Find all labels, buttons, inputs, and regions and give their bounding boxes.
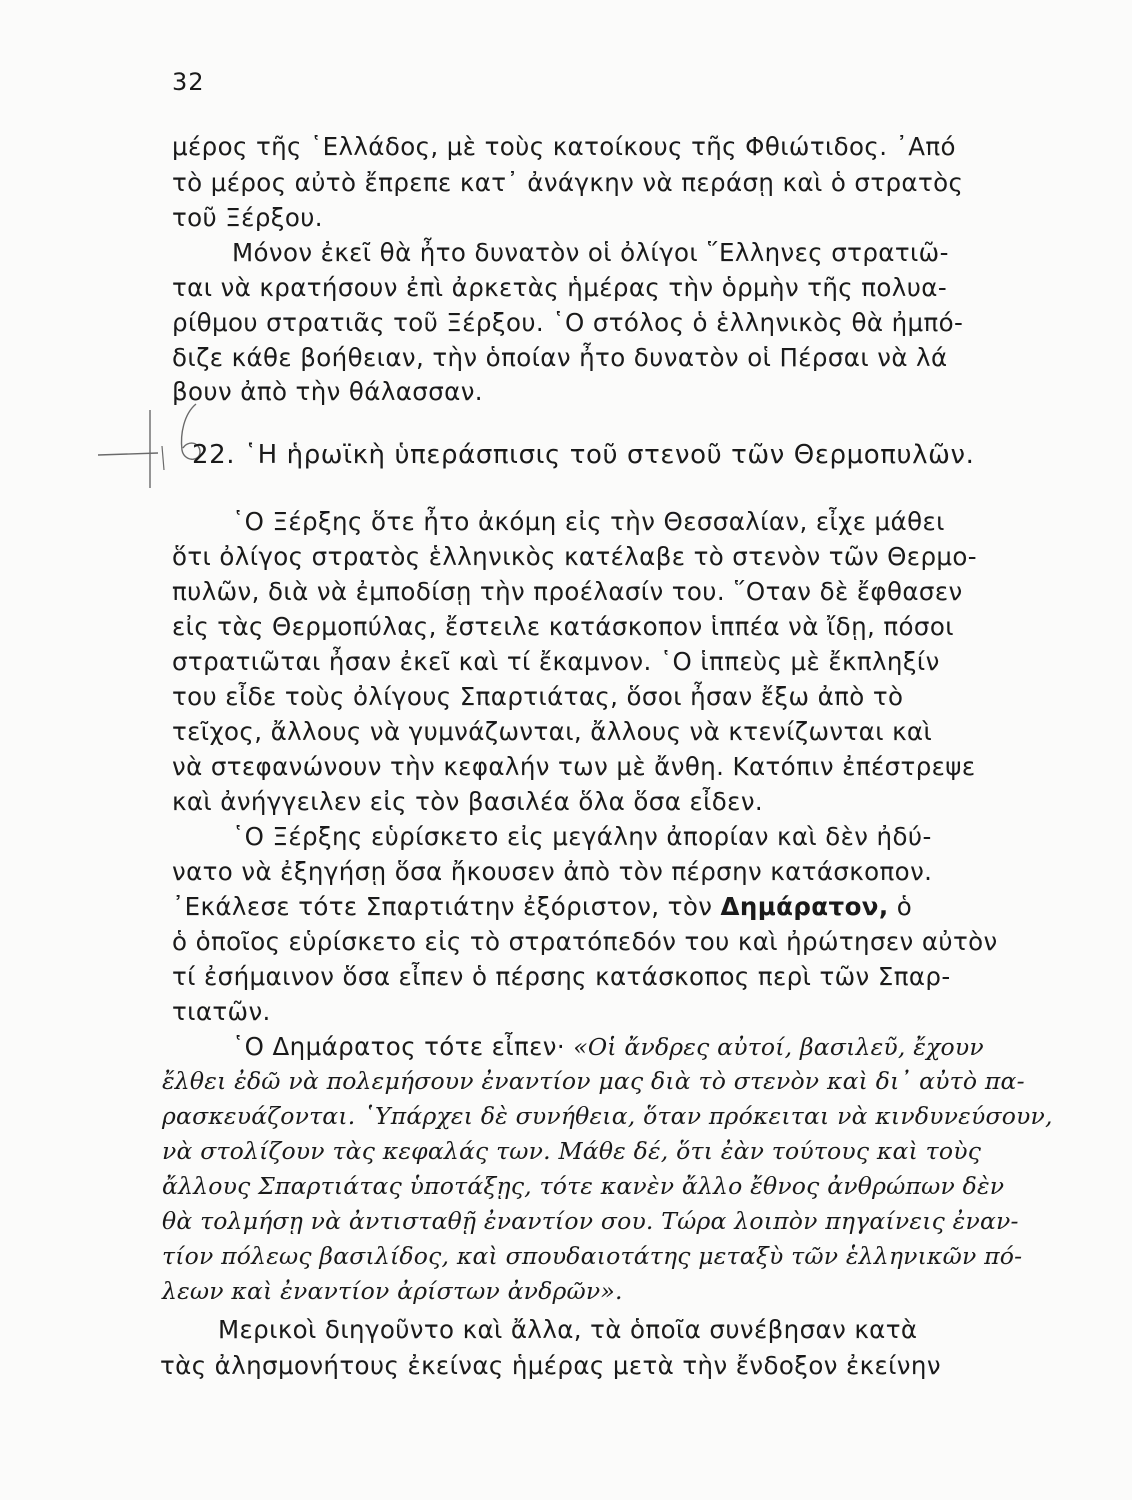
text-line: νατο νὰ ἐξηγήσῃ ὅσα ἤκουσεν ἀπὸ τὸν πέρσην κατάσκοπον.	[172, 857, 933, 886]
text-line: στρατιῶται ἦσαν ἐκεῖ καὶ τί ἔκαμνον. ῾Ο ἱππεὺς μὲ ἔκπληξίν	[172, 647, 940, 676]
text-line: καὶ ἀνήγγειλεν εἰς τὸν βασιλέα ὅλα ὅσα εἶδεν.	[172, 787, 764, 816]
text-line-with-name	[172, 892, 912, 921]
text-segment: ὁ	[888, 892, 913, 921]
quote-line: ἔλθει ἐδῶ νὰ πολεμήσουν ἐναντίον μας διὰ τὸ στενὸν καὶ δι᾿ αὐτὸ πα-	[162, 1067, 1025, 1095]
text-line: Μόνον ἐκεῖ θὰ ἦτο δυνατὸν οἱ ὀλίγοι ῞Ελληνες στρατιῶ-	[232, 238, 949, 267]
quote-line: λεων καὶ ἐναντίον ἀρίστων ἀνδρῶν».	[162, 1277, 623, 1305]
quote-line: ρασκευάζονται. ῾Υπάρχει δὲ συνήθεια, ὅταν πρόκειται νὰ κινδυνεύσουν,	[162, 1102, 1053, 1130]
text-segment: ᾿Εκάλεσε τότε Σπαρτιάτην ἐξόριστον, τὸν	[172, 892, 721, 921]
text-line: εἰς τὰς Θερμοπύλας, ἔστειλε κατάσκοπον ἱππέα νὰ ἴδῃ, πόσοι	[172, 612, 954, 641]
quote-line: τίον πόλεως βασιλίδος, καὶ σπουδαιοτάτης μεταξὺ τῶν ἑλληνικῶν πό-	[162, 1242, 1023, 1270]
text-line: τὸ μέρος αὐτὸ ἔπρεπε κατ᾿ ἀνάγκην νὰ περάσῃ καὶ ὁ στρατὸς	[172, 168, 964, 197]
text-line: διζε κάθε βοήθειαν, τὴν ὁποίαν ἦτο δυνατὸν οἱ Πέρσαι νὰ λά	[172, 343, 948, 372]
quote-line: νὰ στολίζουν τὰς κεφαλάς των. Μάθε δέ, ὅτι ἐὰν τούτους καὶ τοὺς	[162, 1137, 982, 1165]
text-line: τοῦ Ξέρξου.	[172, 203, 323, 232]
text-segment: ῾Ο Δημάρατος τότε εἶπεν·	[232, 1032, 574, 1061]
text-line: βουν ἀπὸ τὴν θάλασσαν.	[172, 377, 483, 406]
text-line: πυλῶν, διὰ νὰ ἐμποδίσῃ τὴν προέλασίν του. ῞Οταν δὲ ἔφθασεν	[172, 577, 963, 606]
text-line: τί ἐσήμαινον ὅσα εἶπεν ὁ πέρσης κατάσκοπος περὶ τῶν Σπαρ-	[172, 962, 951, 991]
quote-line: θὰ τολμήσῃ νὰ ἀντισταθῇ ἐναντίον σου. Τώρα λοιπὸν πηγαίνεις ἐναν-	[162, 1207, 1019, 1235]
section-heading: 22. ῾Η ἡρωϊκὴ ὑπεράσπισις τοῦ στενοῦ τῶν Θερμοπυλῶν.	[192, 440, 975, 470]
text-line: Μερικοὶ διηγοῦντο καὶ ἄλλα, τὰ ὁποῖα συνέβησαν κατὰ	[218, 1315, 918, 1344]
quote-line: ἄλλους Σπαρτιάτας ὑποτάξῃς, τότε κανὲν ἄλλο ἔθνος ἀνθρώπων δὲν	[162, 1172, 1005, 1200]
text-line: ται νὰ κρατήσουν ἐπὶ ἀρκετὰς ἡμέρας τὴν ὁρμὴν τῆς πολυα-	[172, 273, 948, 302]
text-line: μέρος τῆς ῾Ελλάδος, μὲ τοὺς κατοίκους τῆς Φθιώτιδος. ᾿Από	[172, 132, 956, 161]
pencil-mark-icon	[88, 400, 208, 500]
text-line: νὰ στεφανώνουν τὴν κεφαλήν των μὲ ἄνθη. Κατόπιν ἐπέστρεψε	[172, 752, 976, 781]
page-number: 32	[172, 68, 205, 96]
text-line: ῾Ο Ξέρξης ὅτε ἦτο ἀκόμη εἰς τὴν Θεσσαλίαν, εἶχε μάθει	[232, 507, 945, 536]
bold-name: Δημάρατον,	[720, 892, 889, 921]
text-line: ῾Ο Ξέρξης εὑρίσκετο εἰς μεγάλην ἀπορίαν καὶ δὲν ἠδύ-	[232, 822, 932, 851]
text-line: του εἶδε τοὺς ὀλίγους Σπαρτιάτας, ὅσοι ἦσαν ἔξω ἀπὸ τὸ	[172, 682, 904, 711]
text-line: τεῖχος, ἄλλους νὰ γυμνάζωνται, ἄλλους νὰ κτενίζωνται καὶ	[172, 717, 933, 746]
text-line: τιατῶν.	[172, 997, 271, 1026]
text-line-quote-start	[232, 1032, 984, 1061]
text-line: ὅτι ὀλίγος στρατὸς ἑλληνικὸς κατέλαβε τὸ στενὸν τῶν Θερμο-	[172, 542, 978, 571]
text-line: ρίθμου στρατιᾶς τοῦ Ξέρξου. ῾Ο στόλος ὁ ἑλληνικὸς θὰ ἠμπό-	[172, 308, 964, 337]
text-line: ὁ ὁποῖος εὑρίσκετο εἰς τὸ στρατόπεδόν του καὶ ἠρώτησεν αὐτὸν	[172, 927, 998, 956]
quote-segment: «Οἱ ἄνδρες αὐτοί, βασιλεῦ, ἔχουν	[573, 1033, 984, 1061]
text-line: τὰς ἀλησμονήτους ἐκείνας ἡμέρας μετὰ τὴν ἔνδοξον ἐκείνην	[160, 1351, 941, 1380]
